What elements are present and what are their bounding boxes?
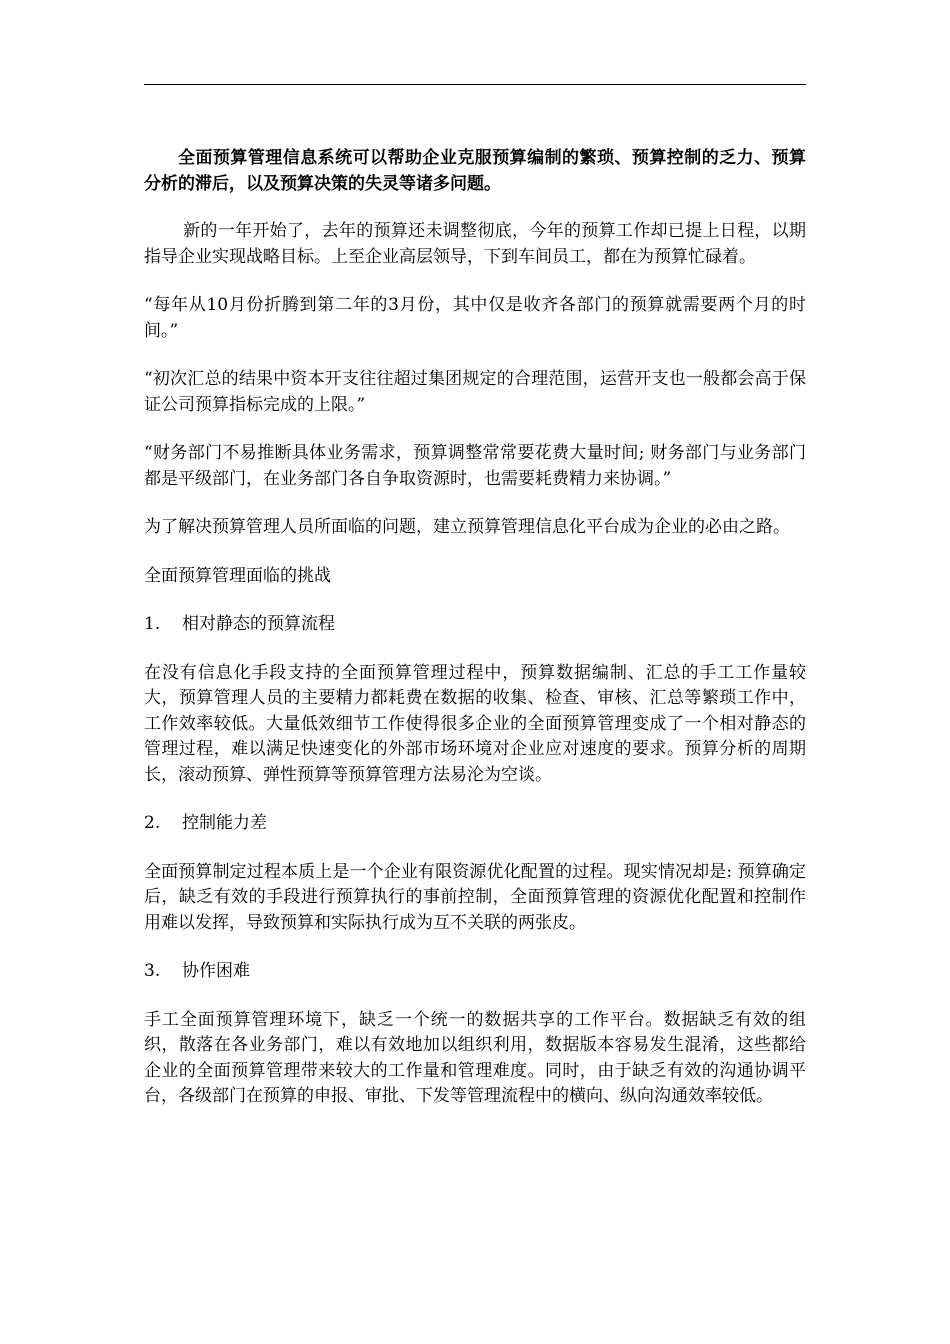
item-number: 1. [144,614,161,634]
header-rule [144,84,806,85]
quote-paragraph-1: “每年从10月份折腾到第二年的3月份，其中仅是收齐各部门的预算就需要两个月的时间。” [144,295,806,341]
item-title: 协作困难 [182,961,250,981]
quote-paragraph-3: “财务部门不易推断具体业务需求，预算调整常常要花费大量时间; 财务部门与业务部门都是平级部门，在业务部门各自争取资源时，也需要耗费精力来协调。” [144,443,806,489]
item-title: 控制能力差 [182,813,267,833]
item-heading-1 [144,612,806,638]
intro-paragraph: 新的一年开始了，去年的预算还未调整彻底，今年的预算工作却已提上日程，以期指导企业实现战略目标。上至企业高层领导，下到车间员工，都在为预算忙碌着。 [144,221,806,267]
item-heading-3 [144,959,806,985]
document-body [144,145,806,1133]
solution-paragraph: 为了解决预算管理人员所面临的问题，建立预算管理信息化平台成为企业的必由之路。 [144,517,790,537]
item-body-2: 全面预算制定过程本质上是一个企业有限资源优化配置的过程。现实情况却是: 预算确定后，缺乏有效的手段进行预算执行的事前控制，全面预算管理的资源优化配置和控制作用难以发挥，导致预算和实际执行成为互不关联的两张皮。 [144,861,806,933]
section-title: 全面预算管理面临的挑战 [144,565,331,586]
lead-paragraph: 全面预算管理信息系统可以帮助企业克服预算编制的繁琐、预算控制的乏力、预算分析的滞后，以及预算决策的失灵等诸多问题。 [144,148,806,194]
item-number: 2. [144,813,161,833]
item-heading-2 [144,811,806,837]
item-body-1: 在没有信息化手段支持的全面预算管理过程中，预算数据编制、汇总的手工工作量较大，预算管理人员的主要精力都耗费在数据的收集、检查、审核、汇总等繁琐工作中，工作效率较低。大量低效细节工作使得很多企业的全面预算管理变成了一个相对静态的管理过程，难以满足快速变化的外部市场环境对企业应对速度的要求。预算分析的周期长，滚动预算、弹性预算等预算管理方法易沦为空谈。 [144,662,806,785]
item-body-3: 手工全面预算管理环境下，缺乏一个统一的数据共享的工作平台。数据缺乏有效的组织，散落在各业务部门，难以有效地加以组织利用，数据版本容易发生混淆，这些都给企业的全面预算管理带来较大的工作量和管理难度。同时，由于缺乏有效的沟通协调平台，各级部门在预算的申报、审批、下发等管理流程中的横向、纵向沟通效率较低。 [144,1009,806,1106]
quote-paragraph-2: “初次汇总的结果中资本开支往往超过集团规定的合理范围，运营开支也一般都会高于保证公司预算指标完成的上限。” [144,369,806,415]
item-title: 相对静态的预算流程 [182,614,335,634]
item-number: 3. [144,961,161,981]
